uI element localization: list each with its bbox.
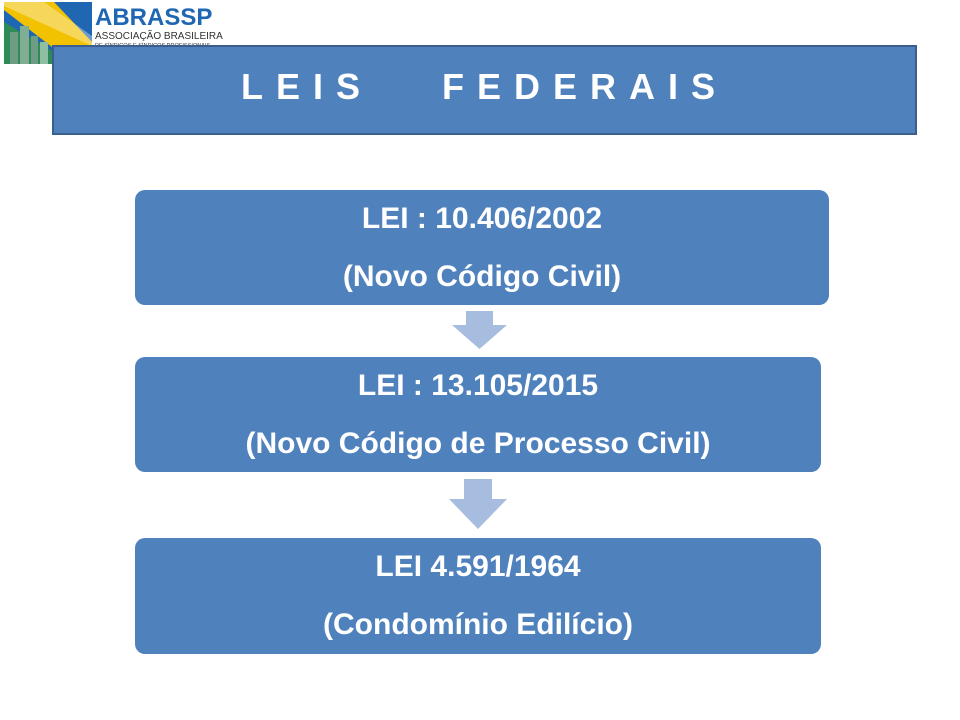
title-banner xyxy=(52,45,917,135)
arrow-down-icon xyxy=(449,479,507,529)
law-number: LEI 4.591/1964 xyxy=(375,550,581,583)
law-box-civil-procedure-code xyxy=(135,357,821,472)
logo-name: ABRASSP xyxy=(95,4,213,31)
law-box-condominium xyxy=(135,538,821,654)
law-description: (Condomínio Edilício) xyxy=(323,608,633,641)
law-box-civil-code xyxy=(135,190,829,305)
page-title: LEIS FEDERAIS xyxy=(240,66,729,107)
law-number: LEI : 10.406/2002 xyxy=(361,201,603,235)
law-number: LEI : 13.105/2015 xyxy=(357,368,599,402)
law-description: (Novo Código de Processo Civil) xyxy=(245,426,711,460)
law-description: (Novo Código Civil) xyxy=(342,259,622,293)
logo-tagline-1: ASSOCIAÇÃO BRASILEIRA xyxy=(95,31,223,42)
arrow-down-icon xyxy=(452,311,507,349)
